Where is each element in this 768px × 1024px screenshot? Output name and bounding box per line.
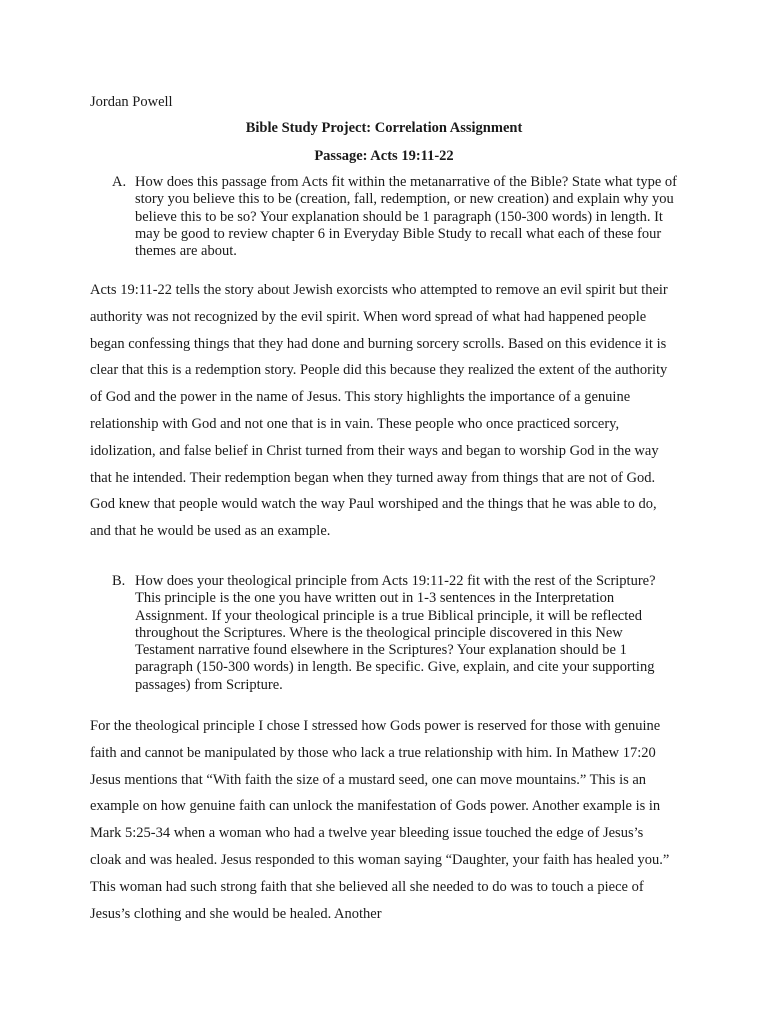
question-b-marker: B. bbox=[112, 573, 126, 589]
question-a-marker: A. bbox=[112, 174, 127, 190]
passage-heading: Passage: Acts 19:11-22 bbox=[314, 148, 454, 164]
question-b-text: How does your theological principle from Acts 19:11-22 fit with the rest of the Scripture? This principle is the one you have written out in 1-3 sentences in the Interpretation Assignment. If your theological principle is a true Biblical principle, it will be reflected throughout the Scriptures. Where is the theological principle discovered in this New Testament narrative found elsewhere in the Scriptures? Your explanation should be 1 paragraph (150-300 words) in length. Be specific. Give, explain, and cite your supporting passages) from Scripture. bbox=[135, 573, 656, 693]
author-name: Jordan Powell bbox=[90, 94, 173, 110]
answer-b-paragraph: For the theological principle I chose I stressed how Gods power is reserved for those with genuine faith and cannot be manipulated by those who lack a true relationship with him. In Mathew 17:20 Jesus mentions that “With faith the size of a mustard seed, one can move mountains.” This is an example on how genuine faith can unlock the manifestation of Gods power. Another example is in Mark 5:25-34 when a woman who had a twelve year bleeding issue touched the edge of Jesus’s cloak and was healed. Jesus responded to this woman saying “Daughter, your faith has healed you.” This woman had such strong faith that she believed all she needed to do was to touch a piece of Jesus’s clothing and she would be healed. Another bbox=[90, 718, 670, 922]
question-a bbox=[112, 174, 682, 260]
document-title: Bible Study Project: Correlation Assignment bbox=[245, 120, 523, 136]
question-b bbox=[112, 573, 682, 694]
answer-a-paragraph: Acts 19:11-22 tells the story about Jewish exorcists who attempted to remove an evil spirit but their authority was not recognized by the evil spirit. When word spread of what had happened people began confessing things that they had done and burning sorcery scrolls. Based on this evidence it is clear that this is a redemption story. People did this because they realized the extent of the authority of God and the power in the name of Jesus. This story highlights the importance of a genuine relationship with God and not one that is in vain. These people who once practiced sorcery, idolization, and false belief in Christ turned from their ways and began to worship God in the way that he intended. Their redemption began when they turned away from things that are not of God. God knew that people would watch the way Paul worshiped and the things that he was able to do, and that he would be used as an example. bbox=[90, 282, 668, 540]
question-a-text: How does this passage from Acts fit within the metanarrative of the Bible? State what type of story you believe this to be (creation, fall, redemption, or new creation) and explain why you believe this to be so? Your explanation should be 1 paragraph (150-300 words) in length. It may be good to review chapter 6 in Everyday Bible Study to recall what each of these four themes are about. bbox=[135, 174, 678, 260]
